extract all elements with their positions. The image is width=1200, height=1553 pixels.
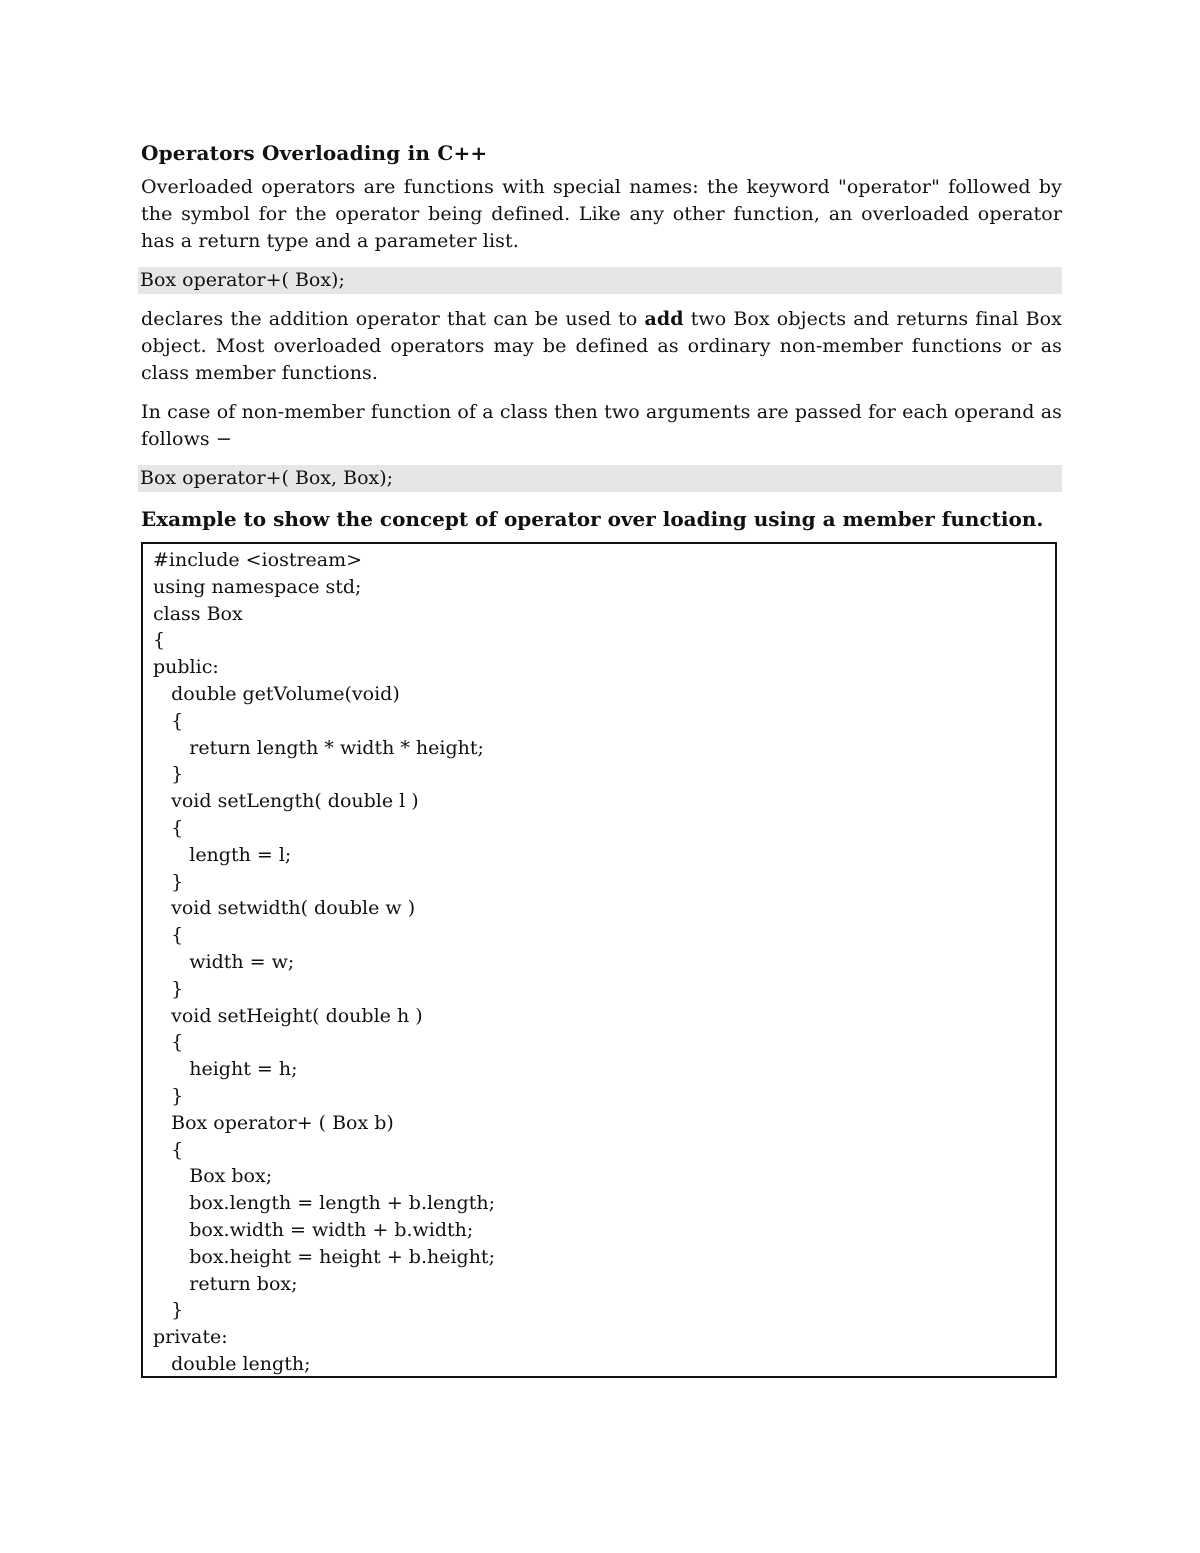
intro-paragraph: Overloaded operators are functions with special names: the keyword "operator" followed by the symbol for the operator being defined. Like any other function, an overloaded operator has a return type and a parameter list. bbox=[141, 176, 1062, 252]
code-line: { bbox=[153, 629, 166, 652]
code-line: } bbox=[153, 977, 184, 1000]
code-line: box.height = height + b.height; bbox=[153, 1245, 495, 1268]
code-line: Box operator+ ( Box b) bbox=[153, 1111, 394, 1134]
code-line: void setLength( double l ) bbox=[153, 790, 419, 813]
code-line: { bbox=[153, 1031, 184, 1054]
code-line: { bbox=[153, 1138, 184, 1161]
code-line: { bbox=[153, 924, 184, 947]
code-line: box.width = width + b.width; bbox=[153, 1218, 474, 1241]
code-line: return box; bbox=[153, 1272, 298, 1295]
code-line: void setwidth( double w ) bbox=[153, 897, 416, 920]
code-line: double length; bbox=[153, 1352, 311, 1375]
code-line: class Box bbox=[153, 602, 243, 625]
declares-paragraph bbox=[141, 306, 1062, 387]
code-line: { bbox=[153, 816, 184, 839]
nonmember-paragraph: In case of non-member function of a class then two arguments are passed for each operand as follows − bbox=[141, 401, 1062, 450]
code-line: } bbox=[153, 1084, 184, 1107]
code-line: double getVolume(void) bbox=[153, 682, 400, 705]
code-line: void setHeight( double h ) bbox=[153, 1004, 423, 1027]
code-line: height = h; bbox=[153, 1058, 298, 1081]
code-line: } bbox=[153, 1299, 184, 1322]
declares-text-before: declares the addition operator that can be used to bbox=[141, 308, 645, 330]
code-line: return length * width * height; bbox=[153, 736, 484, 759]
document-page bbox=[141, 138, 1062, 1378]
declares-text-after: two Box objects and returns final Box object. Most overloaded operators may be defined as ordinary non-member functions or as class member functions. bbox=[141, 308, 1062, 384]
code-line: public: bbox=[153, 656, 219, 679]
code-listing bbox=[141, 542, 1057, 1378]
code-snippet-unary: Box operator+( Box); bbox=[138, 267, 1062, 294]
code-line: private: bbox=[153, 1326, 228, 1349]
code-line: #include <iostream> bbox=[153, 549, 363, 571]
code-line: width = w; bbox=[153, 950, 295, 973]
code-line: using namespace std; bbox=[153, 575, 362, 598]
code-line: length = l; bbox=[153, 843, 292, 866]
code-line: { bbox=[153, 709, 184, 732]
code-line: } bbox=[153, 870, 184, 893]
code-line: } bbox=[153, 763, 184, 786]
code-line: Box box; bbox=[153, 1165, 273, 1188]
code-snippet-binary: Box operator+( Box, Box); bbox=[138, 465, 1062, 492]
code-line: box.length = length + b.length; bbox=[153, 1192, 495, 1215]
document-title: Operators Overloading in C++ bbox=[141, 141, 488, 165]
declares-text-bold: add bbox=[644, 308, 684, 330]
example-heading: Example to show the concept of operator over loading using a member function. bbox=[141, 507, 1044, 531]
